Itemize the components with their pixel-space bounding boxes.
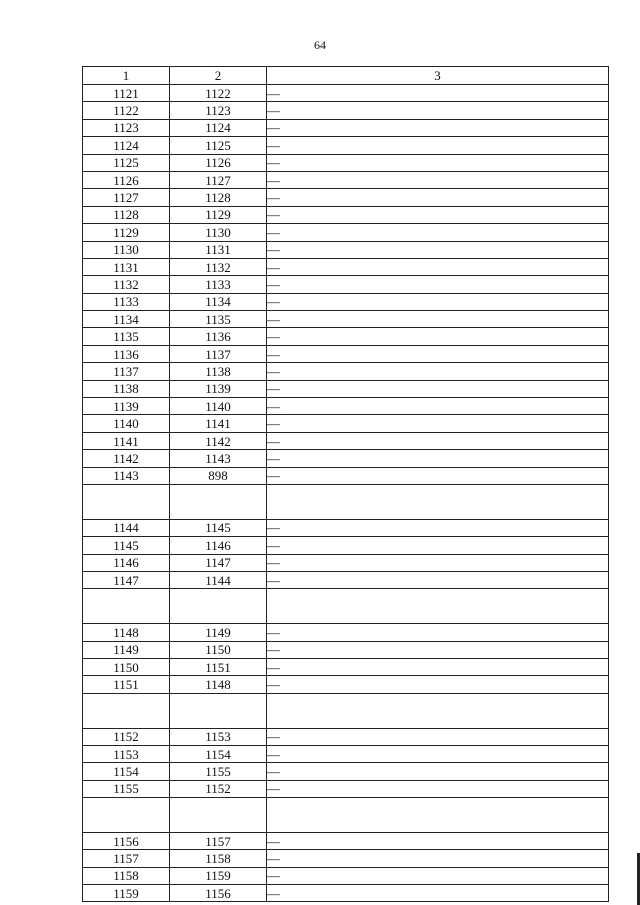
table-row xyxy=(83,189,609,206)
cell-col-3: — xyxy=(267,676,609,693)
cell-col-3: — xyxy=(267,258,609,275)
cell-col-1: 1156 xyxy=(83,832,170,849)
cell-col-3: — xyxy=(267,380,609,397)
cell-col-3: — xyxy=(267,780,609,797)
table-row xyxy=(83,380,609,397)
table-header-row xyxy=(83,67,609,85)
table-row xyxy=(83,867,609,884)
cell-col-2: 1147 xyxy=(170,554,267,571)
cell-col-1: 1143 xyxy=(83,467,170,484)
table-row xyxy=(83,119,609,136)
data-table xyxy=(82,66,609,902)
table-body xyxy=(83,85,609,902)
table-row xyxy=(83,432,609,449)
table-row xyxy=(83,537,609,554)
column-header-2: 2 xyxy=(170,67,267,85)
cell-col-3: — xyxy=(267,850,609,867)
cell-col-3: — xyxy=(267,398,609,415)
cell-col-2: 1133 xyxy=(170,276,267,293)
cell-col-1: 1129 xyxy=(83,224,170,241)
cell-col-1: 1127 xyxy=(83,189,170,206)
cell-col-2: 1158 xyxy=(170,850,267,867)
cell-col-1: 1141 xyxy=(83,432,170,449)
cell-col-2: 1127 xyxy=(170,171,267,188)
cell-col-3: — xyxy=(267,641,609,658)
cell-col-2: 1128 xyxy=(170,189,267,206)
cell-col-1: 1134 xyxy=(83,311,170,328)
cell-col-2: 1154 xyxy=(170,745,267,762)
table-row xyxy=(83,641,609,658)
cell-col-1: 1123 xyxy=(83,119,170,136)
cell-col-2: 1159 xyxy=(170,867,267,884)
cell-col-3: — xyxy=(267,728,609,745)
table-row xyxy=(83,398,609,415)
cell-col-2 xyxy=(170,589,267,624)
cell-col-2: 898 xyxy=(170,467,267,484)
column-header-1: 1 xyxy=(83,67,170,85)
cell-col-3: — xyxy=(267,554,609,571)
cell-col-3: — xyxy=(267,171,609,188)
cell-col-1 xyxy=(83,484,170,519)
cell-col-3: — xyxy=(267,363,609,380)
cell-col-3: — xyxy=(267,832,609,849)
cell-col-3: — xyxy=(267,624,609,641)
table-row xyxy=(83,484,609,519)
page-number: 64 xyxy=(314,38,326,52)
cell-col-2: 1137 xyxy=(170,345,267,362)
cell-col-3: — xyxy=(267,519,609,536)
table-row xyxy=(83,171,609,188)
cell-col-2: 1142 xyxy=(170,432,267,449)
cell-col-3: — xyxy=(267,658,609,675)
table-row xyxy=(83,224,609,241)
cell-col-1: 1158 xyxy=(83,867,170,884)
table-row xyxy=(83,363,609,380)
table-row xyxy=(83,885,609,902)
cell-col-3: — xyxy=(267,867,609,884)
cell-col-1: 1122 xyxy=(83,102,170,119)
table-row xyxy=(83,293,609,310)
cell-col-1: 1151 xyxy=(83,676,170,693)
cell-col-2: 1136 xyxy=(170,328,267,345)
cell-col-1: 1132 xyxy=(83,276,170,293)
table-row xyxy=(83,519,609,536)
cell-col-2: 1123 xyxy=(170,102,267,119)
cell-col-3: — xyxy=(267,450,609,467)
table-row xyxy=(83,241,609,258)
table-row xyxy=(83,798,609,833)
table-row xyxy=(83,450,609,467)
cell-col-1: 1138 xyxy=(83,380,170,397)
cell-col-3: — xyxy=(267,415,609,432)
cell-col-2 xyxy=(170,693,267,728)
cell-col-1: 1125 xyxy=(83,154,170,171)
cell-col-3: — xyxy=(267,85,609,102)
cell-col-2: 1124 xyxy=(170,119,267,136)
cell-col-2: 1135 xyxy=(170,311,267,328)
cell-col-1: 1150 xyxy=(83,658,170,675)
cell-col-1: 1152 xyxy=(83,728,170,745)
table-row xyxy=(83,154,609,171)
cell-col-1: 1130 xyxy=(83,241,170,258)
cell-col-2: 1157 xyxy=(170,832,267,849)
table-row xyxy=(83,554,609,571)
table-row xyxy=(83,345,609,362)
cell-col-1: 1153 xyxy=(83,745,170,762)
table-row xyxy=(83,658,609,675)
cell-col-3: — xyxy=(267,885,609,902)
cell-col-1: 1128 xyxy=(83,206,170,223)
cell-col-2: 1140 xyxy=(170,398,267,415)
cell-col-3: — xyxy=(267,224,609,241)
table-row xyxy=(83,589,609,624)
cell-col-1: 1124 xyxy=(83,137,170,154)
cell-col-1: 1148 xyxy=(83,624,170,641)
cell-col-3: — xyxy=(267,276,609,293)
cell-col-2 xyxy=(170,798,267,833)
cell-col-3: — xyxy=(267,206,609,223)
cell-col-1: 1145 xyxy=(83,537,170,554)
cell-col-3: — xyxy=(267,763,609,780)
cell-col-1 xyxy=(83,589,170,624)
cell-col-1: 1139 xyxy=(83,398,170,415)
cell-col-1 xyxy=(83,798,170,833)
table-row xyxy=(83,415,609,432)
cell-col-2: 1148 xyxy=(170,676,267,693)
cell-col-2: 1146 xyxy=(170,537,267,554)
cell-col-3: — xyxy=(267,345,609,362)
cell-col-1: 1159 xyxy=(83,885,170,902)
cell-col-2: 1129 xyxy=(170,206,267,223)
cell-col-3: — xyxy=(267,745,609,762)
cell-col-2: 1131 xyxy=(170,241,267,258)
cell-col-2: 1144 xyxy=(170,571,267,588)
table-row xyxy=(83,328,609,345)
cell-col-2: 1152 xyxy=(170,780,267,797)
table-row xyxy=(83,467,609,484)
table-row xyxy=(83,832,609,849)
cell-col-2: 1126 xyxy=(170,154,267,171)
cell-col-2: 1130 xyxy=(170,224,267,241)
table-row xyxy=(83,571,609,588)
cell-col-2: 1149 xyxy=(170,624,267,641)
cell-col-2: 1155 xyxy=(170,763,267,780)
cell-col-1 xyxy=(83,693,170,728)
cell-col-1: 1140 xyxy=(83,415,170,432)
table-row xyxy=(83,676,609,693)
cell-col-1: 1135 xyxy=(83,328,170,345)
cell-col-3 xyxy=(267,693,609,728)
cell-col-2 xyxy=(170,484,267,519)
cell-col-2: 1141 xyxy=(170,415,267,432)
cell-col-1: 1136 xyxy=(83,345,170,362)
cell-col-3: — xyxy=(267,119,609,136)
table-row xyxy=(83,85,609,102)
cell-col-3: — xyxy=(267,537,609,554)
cell-col-1: 1142 xyxy=(83,450,170,467)
cell-col-1: 1137 xyxy=(83,363,170,380)
cell-col-3: — xyxy=(267,467,609,484)
cell-col-1: 1126 xyxy=(83,171,170,188)
cell-col-1: 1154 xyxy=(83,763,170,780)
cell-col-1: 1133 xyxy=(83,293,170,310)
cell-col-3: — xyxy=(267,189,609,206)
table-row xyxy=(83,311,609,328)
table-row xyxy=(83,276,609,293)
cell-col-2: 1134 xyxy=(170,293,267,310)
cell-col-2: 1153 xyxy=(170,728,267,745)
cell-col-3: — xyxy=(267,432,609,449)
table-row xyxy=(83,693,609,728)
cell-col-3: — xyxy=(267,137,609,154)
cell-col-3 xyxy=(267,589,609,624)
cell-col-2: 1145 xyxy=(170,519,267,536)
cell-col-2: 1122 xyxy=(170,85,267,102)
cell-col-3: — xyxy=(267,293,609,310)
cell-col-2: 1125 xyxy=(170,137,267,154)
table-row xyxy=(83,102,609,119)
cell-col-1: 1131 xyxy=(83,258,170,275)
cell-col-3: — xyxy=(267,102,609,119)
table-row xyxy=(83,728,609,745)
table-row xyxy=(83,624,609,641)
cell-col-3 xyxy=(267,798,609,833)
column-header-3: 3 xyxy=(267,67,609,85)
table-row xyxy=(83,780,609,797)
cell-col-2: 1138 xyxy=(170,363,267,380)
cell-col-1: 1147 xyxy=(83,571,170,588)
cell-col-1: 1146 xyxy=(83,554,170,571)
cell-col-3: — xyxy=(267,328,609,345)
table-row xyxy=(83,137,609,154)
cell-col-2: 1156 xyxy=(170,885,267,902)
cell-col-2: 1150 xyxy=(170,641,267,658)
cell-col-1: 1155 xyxy=(83,780,170,797)
cell-col-3: — xyxy=(267,311,609,328)
cell-col-2: 1139 xyxy=(170,380,267,397)
cell-col-3 xyxy=(267,484,609,519)
cell-col-3: — xyxy=(267,571,609,588)
table-row xyxy=(83,745,609,762)
table-row xyxy=(83,763,609,780)
cell-col-3: — xyxy=(267,241,609,258)
cell-col-1: 1144 xyxy=(83,519,170,536)
cell-col-2: 1143 xyxy=(170,450,267,467)
table-row xyxy=(83,206,609,223)
cell-col-1: 1121 xyxy=(83,85,170,102)
cell-col-1: 1157 xyxy=(83,850,170,867)
cell-col-1: 1149 xyxy=(83,641,170,658)
table-row xyxy=(83,850,609,867)
cell-col-2: 1132 xyxy=(170,258,267,275)
table-row xyxy=(83,258,609,275)
cell-col-2: 1151 xyxy=(170,658,267,675)
cell-col-3: — xyxy=(267,154,609,171)
